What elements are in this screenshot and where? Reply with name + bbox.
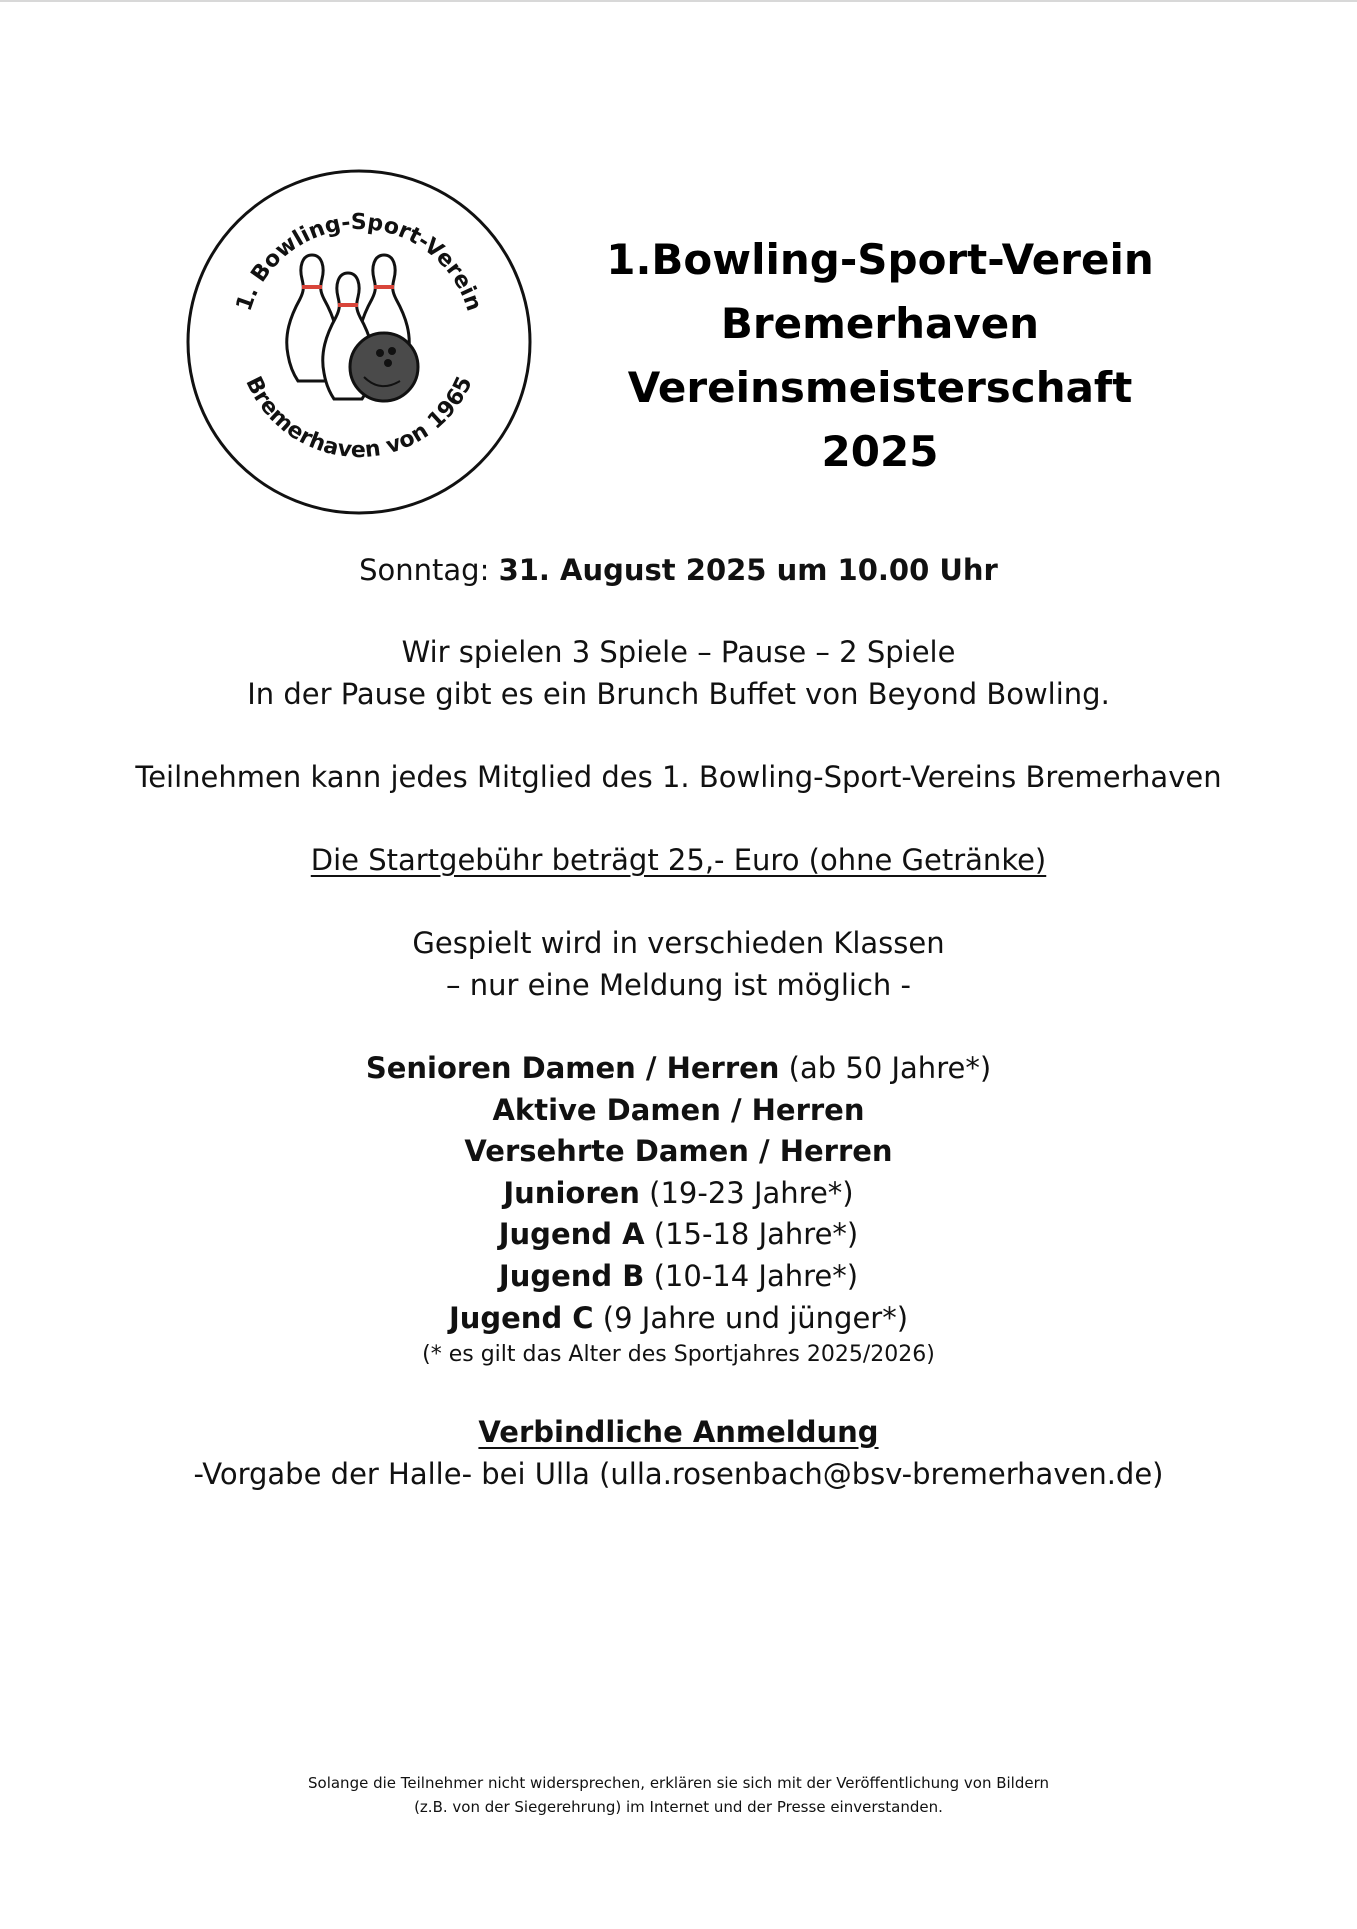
class-detail: (9 Jahre und jünger*) <box>593 1301 909 1335</box>
page-top-border <box>0 0 1357 2</box>
title-line-club: 1.Bowling-Sport-Verein <box>606 235 1154 284</box>
class-name: Junioren <box>503 1176 640 1210</box>
title-line-year: 2025 <box>821 427 939 476</box>
date-label: Sonntag: <box>359 553 490 587</box>
registration-heading: Verbindliche Anmeldung <box>478 1415 879 1449</box>
schedule-line-1: Wir spielen 3 Spiele – Pause – 2 Spiele <box>401 635 956 669</box>
class-name: Versehrte Damen / Herren <box>464 1134 893 1168</box>
eligibility-line: Teilnehmen kann jedes Mitglied des 1. Bowling-Sport-Vereins Bremerhaven <box>135 760 1222 794</box>
title-line-event: Vereinsmeisterschaft <box>627 363 1133 412</box>
class-detail: (ab 50 Jahre*) <box>779 1051 992 1085</box>
class-item <box>0 1213 1357 1255</box>
class-item <box>0 1047 1357 1089</box>
fee-text: Die Startgebühr beträgt 25,- Euro (ohne Getränke) <box>310 843 1047 877</box>
age-note: (* es gilt das Alter des Sportjahres 2025/2026) <box>422 1342 935 1367</box>
class-detail: (19-23 Jahre*) <box>639 1176 854 1210</box>
class-item <box>0 1255 1357 1297</box>
class-item <box>0 1130 1357 1172</box>
title-line-city: Bremerhaven <box>720 299 1040 348</box>
class-item <box>0 1297 1357 1339</box>
class-name: Aktive Damen / Herren <box>492 1093 865 1127</box>
logo-bottom-text: Bremerhaven von 1965 <box>240 372 478 464</box>
class-name: Senioren Damen / Herren <box>365 1051 780 1085</box>
registration-heading-line <box>0 1411 1357 1453</box>
class-detail: (15-18 Jahre*) <box>644 1217 859 1251</box>
date-line <box>0 549 1357 591</box>
event-title <box>560 228 1200 484</box>
class-item <box>0 1172 1357 1214</box>
schedule-line-2: In der Pause gibt es ein Brunch Buffet von Beyond Bowling. <box>247 677 1110 711</box>
class-name: Jugend B <box>498 1259 645 1293</box>
footer-consent-line-1: Solange die Teilnehmer nicht widersprechen, erklären sie sich mit der Veröffentlichung von Bildern <box>308 1774 1049 1792</box>
date-value: 31. August 2025 um 10.00 Uhr <box>498 553 998 587</box>
bowling-ball-icon <box>350 333 418 401</box>
logo-top-text: 1. Bowling-Sport-Verein <box>231 209 487 315</box>
fee-line <box>0 839 1357 881</box>
registration-text: -Vorgabe der Halle- bei Ulla (ulla.rosenbach@bsv-bremerhaven.de) <box>193 1457 1164 1491</box>
class-detail: (10-14 Jahre*) <box>644 1259 859 1293</box>
club-logo <box>184 167 534 517</box>
classes-intro-line-2: – nur eine Meldung ist möglich - <box>446 968 911 1002</box>
class-name: Jugend A <box>498 1217 645 1251</box>
footer-consent-line-2: (z.B. von der Siegerehrung) im Internet und der Presse einverstanden. <box>414 1798 943 1816</box>
class-item <box>0 1089 1357 1131</box>
classes-intro-line-1: Gespielt wird in verschieden Klassen <box>412 926 945 960</box>
class-name: Jugend C <box>448 1301 594 1335</box>
